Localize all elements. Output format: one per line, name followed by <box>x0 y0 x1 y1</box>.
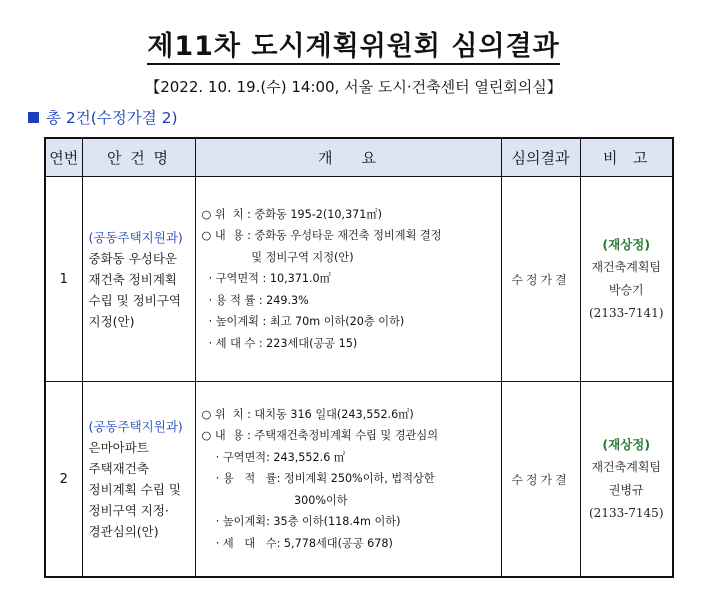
name-line: 지정(안) <box>88 313 135 329</box>
meeting-info: 【2022. 10. 19.(수) 14:00, 서울 도시·건축센터 열린회의실】 <box>145 78 562 96</box>
item-description <box>195 177 501 382</box>
item-name <box>82 382 195 578</box>
desc-line: · 용 적 률 : 249.3% <box>201 293 309 307</box>
header-name: 안 건 명 <box>82 138 195 177</box>
results-table <box>44 137 674 578</box>
desc-line: · 세 대 수: 5,778세대(공공 678) <box>201 536 393 550</box>
review-result: 수정가결 <box>501 382 580 578</box>
resubmission-tag: (재상정) <box>602 437 651 452</box>
header-result: 심의결과 <box>501 138 580 177</box>
remarks <box>580 177 673 382</box>
name-line: 주택재건축 <box>88 461 149 476</box>
contact-phone: (2133-7141) <box>589 306 664 320</box>
desc-line: 300%이하 <box>201 493 348 507</box>
row-number: 2 <box>45 382 82 578</box>
item-description <box>195 382 501 578</box>
desc-line: · 세 대 수 : 223세대(공공 15) <box>201 336 358 350</box>
table-header-row <box>45 138 673 177</box>
resubmission-tag: (재상정) <box>602 237 651 252</box>
desc-line: ○ 내 용 : 중화동 우성타운 재건축 정비계획 결정 <box>201 229 442 243</box>
desc-line: ○ 내 용 : 주택재건축정비계획 수립 및 경관심의 <box>201 429 439 443</box>
summary-text: 총 2건(수정가결 2) <box>46 109 178 127</box>
remarks <box>580 382 673 578</box>
team-name: 재건축계획팀 <box>591 460 662 474</box>
document-title <box>0 24 707 63</box>
square-bullet-icon <box>28 112 39 123</box>
row-number: 1 <box>45 177 82 382</box>
contact-person: 박승기 <box>608 283 644 297</box>
desc-line: 및 정비구역 지정(안) <box>201 250 354 264</box>
name-line: 중화동 우성타운 <box>88 250 177 266</box>
table-row <box>45 177 673 382</box>
contact-phone: (2133-7145) <box>589 506 664 520</box>
table-row <box>45 382 673 578</box>
review-result: 수정가결 <box>501 177 580 382</box>
desc-line: · 구역면적 : 10,371.0㎡ <box>201 272 331 286</box>
document-title-text: 제11차 도시계획위원회 심의결과 <box>147 31 559 65</box>
name-line: 정비구역 지정· <box>88 503 169 518</box>
desc-line: · 구역면적: 243,552.6 ㎡ <box>201 450 346 464</box>
desc-line: · 용 적 률: 정비계획 250%이하, 법적상한 <box>201 472 435 486</box>
summary-line <box>28 106 178 128</box>
department: (공동주택지원과) <box>88 229 183 245</box>
desc-line: ○ 위 치 : 중화동 195-2(10,371㎡) <box>201 207 382 221</box>
desc-line: · 높이계획 : 최고 70m 이하(20층 이하) <box>201 315 405 329</box>
name-line: 경관심의(안) <box>88 524 159 539</box>
name-line: 수립 및 정비구역 <box>88 292 181 308</box>
header-no: 연번 <box>45 138 82 177</box>
desc-line: ○ 위 치 : 대치동 316 일대(243,552.6㎡) <box>201 407 414 421</box>
name-line: 정비계획 수립 및 <box>88 482 181 497</box>
name-line: 은마아파트 <box>88 440 149 455</box>
desc-line: · 높이계획: 35층 이하(118.4m 이하) <box>201 515 401 529</box>
item-name <box>82 177 195 382</box>
team-name: 재건축계획팀 <box>591 260 662 274</box>
header-summary: 개 요 <box>195 138 501 177</box>
department: (공동주택지원과) <box>88 419 183 434</box>
header-note: 비 고 <box>580 138 673 177</box>
contact-person: 권병규 <box>608 483 644 497</box>
name-line: 재건축 정비계획 <box>88 271 177 287</box>
